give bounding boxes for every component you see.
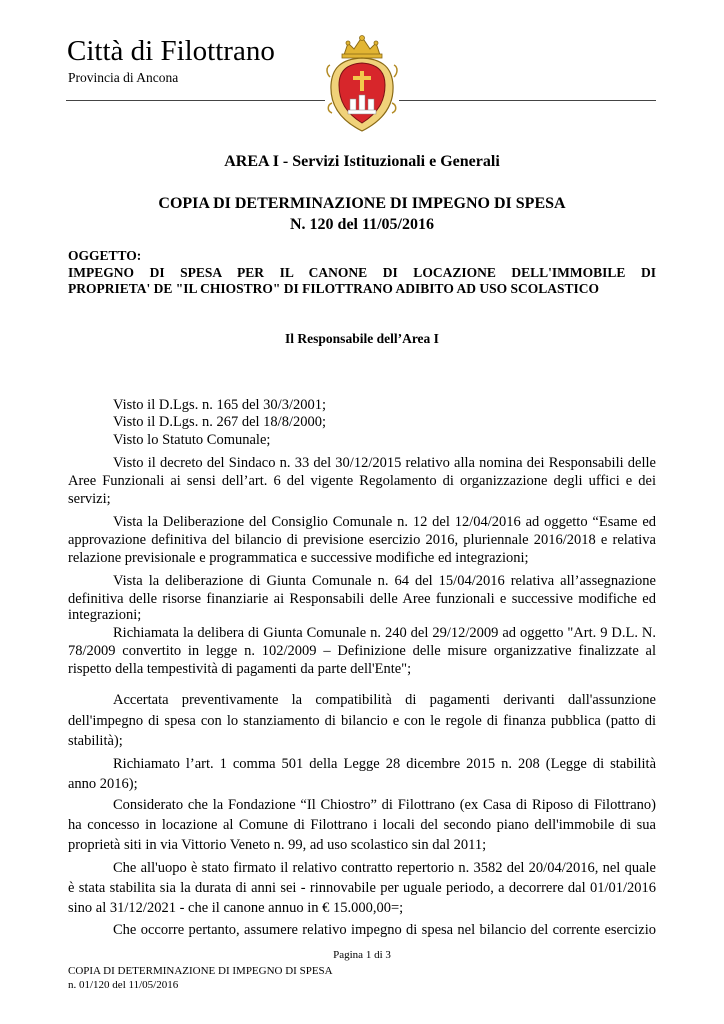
body-line: Che occorre pertanto, assumere relativo impegno di spesa nel bilancio del corrente esercizio [113,922,656,938]
body-line: è stata stabilita sia la durata di anni sei - rinnovabile per uguale periodo, a decorrere dal 01/01/2016 [68,880,656,896]
body-line: ha concesso in locazione al Comune di Filottrano i locali del secondo piano dell'immobile di sua [68,817,656,833]
subject-line: PROPRIETA' DE "IL CHIOSTRO" DI FILOTTRANO ADIBITO AD USO SCOLASTICO [68,281,599,296]
body-line: servizi; [68,491,111,507]
body-line: Vista la Deliberazione del Consiglio Comunale n. 12 del 12/04/2016 ad oggetto “Esame ed [113,514,656,530]
body-line: Richiamata la delibera di Giunta Comunale n. 240 del 29/12/2009 ad oggetto "Art. 9 D.L. N. [113,625,656,641]
document-title [66,193,658,235]
body-line: Aree Funzionali ai sensi dell’art. 6 del vigente Regolamento di organizzazione degli uffici e dei [68,473,656,489]
body-line: Accertata preventivamente la compatibilità di pagamenti derivanti dall'assunzione [113,692,656,708]
document-number-line: N. 120 del 11/05/2016 [289,216,434,233]
subject-line: IMPEGNO DI SPESA PER IL CANONE DI LOCAZIONE DELL'IMMOBILE DI [68,265,656,280]
footer-doc-number: n. 01/120 del 11/05/2016 [68,979,179,991]
body-line: sino al 31/12/2021 - che il canone annuo in € 15.000,00=; [68,900,404,916]
responsible-heading: Il Responsabile dell’Area I [285,331,439,346]
body-line: Visto lo Statuto Comunale; [113,432,271,448]
city-name: Città di Filottrano [67,35,275,67]
body-line: dell'impegno di spesa con lo stanziamento di bilancio e con le regole di finanza pubblica (patto di [68,713,656,729]
subject-label: OGGETTO: [68,248,142,263]
body-line: 78/2009 convertito in legge n. 102/2009 – Definizione delle misure organizzative finalizzate al [68,643,656,659]
body-line: Visto il decreto del Sindaco n. 33 del 30/12/2015 relativo alla nomina dei Responsabili delle [113,455,656,471]
header-rule-right [399,100,656,101]
coat-of-arms-icon [324,33,400,135]
body-line: Richiamato l’art. 1 comma 501 della Legge 28 dicembre 2015 n. 208 (Legge di stabilità [113,756,656,772]
body-line: anno 2016); [68,776,138,792]
body-line: relazione previsionale e programmatica e successive modifiche ed integrazioni; [68,550,529,566]
header-rule-left [66,100,325,101]
body-line: proprietà siti in via Vittorio Veneto n. 99, ad uso scolastico sin dal 2011; [68,837,487,853]
body-line: Visto il D.Lgs. n. 165 del 30/3/2001; [113,397,327,413]
body-line: Che all'uopo è stato firmato il relativo contratto repertorio n. 3582 del 20/04/2016, nel quale [113,860,656,876]
body-line: rispetto della tempestività di pagamenti da parte dell'Ente"; [68,661,412,677]
province-name: Provincia di Ancona [68,70,179,85]
page-number: Pagina 1 di 3 [333,949,391,961]
body-line: integrazioni; [68,607,142,623]
area-heading: AREA I - Servizi Istituzionali e Generali [224,153,500,170]
body-line: Visto il D.Lgs. n. 267 del 18/8/2000; [113,414,327,430]
body-line: Vista la deliberazione di Giunta Comunale n. 64 del 15/04/2016 relativa all’assegnazione [113,573,656,589]
footer-title: COPIA DI DETERMINAZIONE DI IMPEGNO DI SPESA [68,965,333,977]
body-line: Considerato che la Fondazione “Il Chiostro” di Filottrano (ex Casa di Riposo di Filottrano) [113,797,656,813]
body-line: stabilità); [68,733,123,749]
body-line: approvazione definitiva del bilancio di previsione esercizio 2016, pluriennale 2016/2018 e relativa [68,532,656,548]
body-line: definitiva delle risorse finanziarie ai Responsabili delle Aree funzionali e successive modifiche ed [68,591,656,607]
document-title-line: COPIA DI DETERMINAZIONE DI IMPEGNO DI SPESA [158,195,566,212]
